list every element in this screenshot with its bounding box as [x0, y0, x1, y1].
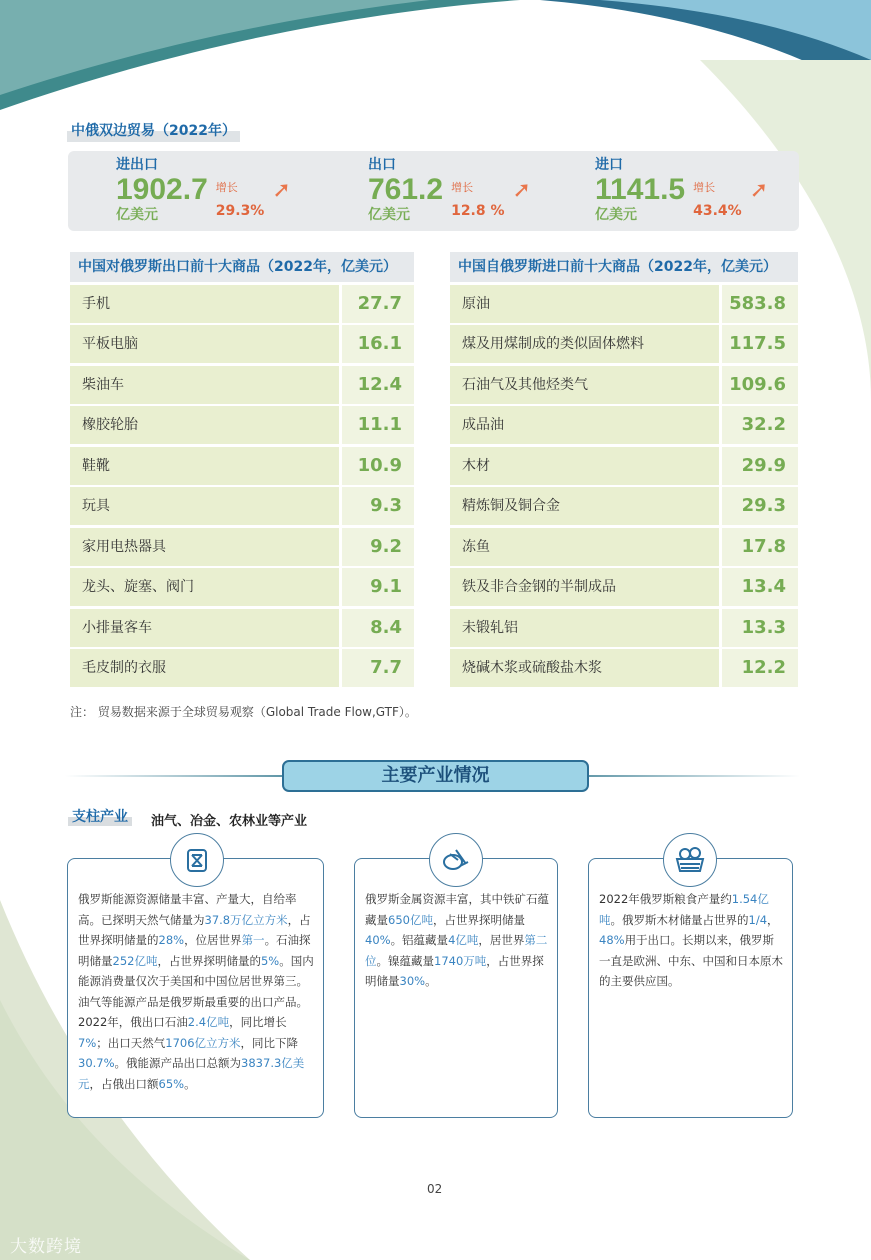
highlight-figure: 7%	[78, 1035, 97, 1050]
energy-info-box	[67, 858, 324, 1118]
table-row	[450, 528, 798, 566]
highlight-figure: 第一	[241, 933, 265, 947]
table-row	[450, 447, 798, 485]
commodity-value: 32.2	[722, 406, 798, 444]
table-row	[70, 285, 414, 323]
commodity-name: 原油	[450, 285, 719, 323]
commodity-value: 10.9	[342, 447, 414, 485]
commodity-name: 玩具	[70, 487, 339, 525]
metal-ore-icon	[429, 833, 483, 887]
stat-export	[368, 156, 531, 224]
box-text	[78, 889, 315, 1094]
commodity-name: 成品油	[450, 406, 719, 444]
commodity-value: 109.6	[722, 366, 798, 404]
commodity-value: 583.8	[722, 285, 798, 323]
table-row	[450, 406, 798, 444]
commodity-value: 7.7	[342, 649, 414, 687]
text-segment: ，占俄出口额	[89, 1076, 159, 1091]
stat-label: 出口	[368, 157, 396, 173]
stat-total	[116, 156, 291, 224]
commodity-value: 117.5	[722, 325, 798, 363]
highlight-figure: 48%	[599, 933, 625, 947]
table-row	[450, 568, 798, 606]
highlight-figure: 4亿吨	[448, 933, 479, 947]
text-segment: ，位居世界	[184, 933, 242, 947]
highlight-figure: 40%	[365, 933, 391, 947]
commodity-value: 9.2	[342, 528, 414, 566]
highlight-figure: 1.54亿吨	[599, 892, 769, 927]
highlight-figure: 3837.3亿美元	[78, 1056, 305, 1091]
text-segment: ；出口天然气	[96, 1035, 166, 1050]
commodity-name: 木材	[450, 447, 719, 485]
text-segment: 俄罗斯能源资源储量丰富、产量大，自给率高。已探明天然气储量为	[78, 892, 297, 927]
commodity-name: 石油气及其他烃类气	[450, 366, 719, 404]
commodity-value: 17.8	[722, 528, 798, 566]
commodity-value: 12.2	[722, 649, 798, 687]
commodity-name: 家用电热器具	[70, 528, 339, 566]
commodity-value: 9.3	[342, 487, 414, 525]
highlight-figure: 650亿吨	[388, 912, 433, 927]
commodity-name: 未锻轧铝	[450, 609, 719, 647]
stat-label: 进出口	[116, 157, 158, 173]
text-segment: ，占世界探明储量的	[78, 912, 311, 947]
text-segment: ，占世界探明储量	[432, 912, 525, 927]
highlight-figure: 28%	[158, 933, 185, 947]
highlight-figure: 1/4	[748, 912, 768, 927]
growth-value: 43.4%	[693, 203, 742, 219]
text-segment: ，同比下降	[240, 1035, 299, 1050]
arrow-up-icon: ➚	[272, 178, 291, 203]
table-title: 中国对俄罗斯出口前十大商品（2022年，亿美元）	[70, 252, 414, 282]
text-segment: 。俄罗斯木材储量占世界的	[610, 912, 749, 927]
commodity-name: 烧碱木浆或硫酸盐木浆	[450, 649, 719, 687]
highlight-figure: 37.8万亿立方米	[204, 912, 288, 927]
growth-label: 增长	[451, 181, 474, 194]
text-segment: 。国内能源消费量仅次于美国和中国位居世界第三。油气等能源产品是俄罗斯最重要的出口产品。2022年，俄出口石油	[78, 953, 314, 1029]
commodity-value: 8.4	[342, 609, 414, 647]
import-table	[450, 252, 798, 687]
pillar-industry-text: 油气、冶金、农林业等产业	[151, 814, 308, 829]
growth-label: 增长	[693, 181, 716, 194]
growth-label: 增长	[215, 181, 238, 194]
text-segment: ，同比增长	[229, 1015, 287, 1029]
stat-value: 1902.7	[116, 173, 208, 206]
highlight-figure: 65%	[158, 1076, 185, 1091]
stat-unit: 亿美元	[595, 207, 637, 223]
commodity-name: 冻鱼	[450, 528, 719, 566]
commodity-name: 龙头、旋塞、阀门	[70, 568, 339, 606]
stat-value: 1141.5	[595, 173, 686, 206]
text-segment: 。	[184, 1076, 196, 1091]
commodity-name: 精炼铜及铜合金	[450, 487, 719, 525]
highlight-figure: 30.7%	[78, 1056, 115, 1070]
arrow-up-icon: ➚	[512, 178, 531, 203]
data-source-note: 注： 贸易数据来源于全球贸易观察（Global Trade Flow,GTF）。	[70, 705, 417, 719]
highlight-figure: 1740万吨	[434, 953, 487, 968]
grain-basket-icon	[663, 833, 717, 887]
commodity-name: 铁及非合金钢的半制成品	[450, 568, 719, 606]
table-row	[70, 487, 414, 525]
box-text	[599, 889, 784, 992]
text-segment: 用于出口。长期以来，俄罗斯一直是欧洲、中东、中国和日本原木的主要供应国。	[599, 933, 783, 988]
stat-import	[595, 156, 768, 224]
text-segment: 。石油探明储量	[78, 933, 311, 968]
table-row	[450, 285, 798, 323]
commodity-name: 毛皮制的衣服	[70, 649, 339, 687]
commodity-value: 13.4	[722, 568, 798, 606]
table-row	[450, 325, 798, 363]
stat-unit: 亿美元	[116, 207, 158, 223]
trade-section-title: 中俄双边贸易（2022年）	[67, 118, 240, 142]
table-title: 中国自俄罗斯进口前十大商品（2022年，亿美元）	[450, 252, 798, 282]
table-row	[70, 325, 414, 363]
table-row	[450, 487, 798, 525]
commodity-value: 29.9	[722, 447, 798, 485]
commodity-value: 11.1	[342, 406, 414, 444]
commodity-value: 29.3	[722, 487, 798, 525]
commodity-value: 12.4	[342, 366, 414, 404]
table-row	[450, 366, 798, 404]
highlight-figure: 第二位	[365, 933, 548, 968]
export-table	[70, 252, 414, 687]
table-row	[450, 609, 798, 647]
table-row	[70, 609, 414, 647]
commodity-name: 柴油车	[70, 366, 339, 404]
stat-unit: 亿美元	[368, 207, 410, 223]
trade-summary-panel	[68, 151, 799, 231]
text-segment: 2022年俄罗斯粮食产量约	[599, 892, 732, 906]
table-row	[70, 528, 414, 566]
commodity-name: 橡胶轮胎	[70, 406, 339, 444]
commodity-name: 平板电脑	[70, 325, 339, 363]
highlight-figure: 30%	[399, 974, 426, 988]
commodity-value: 9.1	[342, 568, 414, 606]
text-segment: 。镍蕴藏量	[376, 953, 434, 968]
highlight-figure: 5%	[260, 953, 280, 968]
commodity-name: 手机	[70, 285, 339, 323]
text-segment: 。俄能源产品出口总额为	[114, 1056, 242, 1070]
stat-value: 761.2	[368, 173, 444, 206]
agriculture-info-box	[588, 858, 793, 1118]
highlight-figure: 252亿吨	[112, 953, 158, 968]
text-segment: 。	[425, 974, 437, 988]
page-number: 02	[427, 1182, 443, 1196]
pillar-industry-label: 支柱产业	[68, 806, 132, 826]
table-row	[70, 366, 414, 404]
highlight-figure: 2.4亿吨	[187, 1015, 230, 1029]
growth-value: 29.3%	[215, 203, 265, 219]
industry-section-title: 主要产业情况	[282, 760, 589, 792]
stat-label: 进口	[595, 157, 623, 173]
table-row	[70, 406, 414, 444]
growth-value: 12.8 %	[451, 203, 505, 219]
text-segment: ，占世界探明储量的	[157, 953, 261, 968]
commodity-value: 13.3	[722, 609, 798, 647]
commodity-name: 鞋靴	[70, 447, 339, 485]
commodity-name: 煤及用煤制成的类似固体燃料	[450, 325, 719, 363]
arrow-up-icon: ➚	[749, 178, 769, 203]
table-row	[70, 649, 414, 687]
box-text	[365, 889, 549, 992]
fuel-can-icon	[170, 833, 224, 887]
text-segment: 俄罗斯金属资源丰富，其中铁矿石蕴藏量	[365, 892, 549, 927]
commodity-name: 小排量客车	[70, 609, 339, 647]
commodity-value: 27.7	[342, 285, 414, 323]
text-segment: ，	[767, 912, 779, 927]
table-row	[450, 649, 798, 687]
text-segment: ，居世界	[478, 933, 525, 947]
table-row	[70, 447, 414, 485]
table-row	[70, 568, 414, 606]
metal-info-box	[354, 858, 558, 1118]
watermark-logo: 大数跨境	[10, 1237, 82, 1257]
text-segment: 。铝蕴藏量	[390, 933, 449, 947]
commodity-value: 16.1	[342, 325, 414, 363]
text-segment: ，占世界探明储量	[365, 953, 544, 988]
highlight-figure: 1706亿立方米	[165, 1035, 241, 1050]
